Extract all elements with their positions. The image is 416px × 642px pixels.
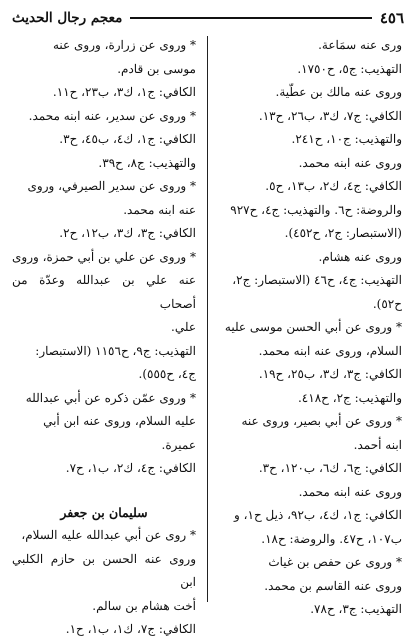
text-line: عليه السلام، وروى عنه ابن أبي [43, 414, 196, 428]
page-number: ٤٥٦ [379, 9, 404, 27]
text-line: وروى عنه القاسم بن محمد. [264, 578, 402, 593]
text-line: وروى عنه مالك بن عطّية. [275, 85, 402, 99]
text-line: وروى عنه ابنه محمد. [298, 155, 402, 170]
text-line: التهذيب: ج٣، ح٧٨. [310, 602, 402, 616]
header-rule [130, 17, 372, 19]
text-line: موسى بن قادم. [117, 61, 196, 76]
text-line: والتهذيب: ج٢، ح٤١٨. [297, 390, 402, 405]
text-line: * وروى عن علي بن أبي حمزة، وروى [12, 249, 196, 264]
text-line: * روى عن أبي عبدالله عليه السلام، [21, 528, 196, 542]
text-line: السلام، وروى عنه ابنه محمد. [258, 343, 402, 358]
text-line: والتهذيب: ج٨، ح٣٩. [98, 155, 196, 170]
text-line: عنه علي بن عبدالله وعدّة من أصحاب [12, 273, 196, 311]
entry-spacer [12, 481, 196, 501]
text-line: الكافي: ج٣، ك٣، ب٢٥، ح١٩. [258, 367, 402, 381]
text-line: الكافي: ج٧، ك١، ب١، ح١. [65, 622, 196, 636]
text-line: عميرة. [161, 437, 196, 452]
text-line: * وروى عن زرارة، وروى عنه [52, 38, 196, 52]
right-column [218, 34, 402, 616]
text-line: الكافي: ج١، ك٤، ب٩٢، ذيل ح١، و [234, 508, 402, 522]
text-line: ابنه أحمد. [353, 437, 402, 452]
text-line: ب١٠٧، ح٤٧. والروضة: ح١٨. [261, 531, 402, 546]
text-line: * وروى عمّن ذكره عن أبي عبدالله [25, 390, 196, 405]
text-line: التهذيب: ج٥، ح١٧٥٠. [297, 61, 402, 76]
text-line: ح٥٢). [372, 296, 402, 311]
text-line: عنه ابنه محمد. [123, 202, 196, 217]
text-line: الكافي: ج١، ك٣، ب٢٣، ح١١. [52, 85, 196, 99]
text-line: ورى عنه سمَاعة. [318, 38, 402, 52]
text-line: علي. [171, 320, 196, 334]
text-line: والروضة: ح٦. والتهذيب: ج٤، ح٩٢٧ [230, 202, 402, 217]
text-line: التهذيب: ج٤، ح٤٦ (الاستبصار: ج٢، [232, 273, 402, 287]
text-line: أخت هشام بن سالم. [92, 598, 196, 613]
text-line: وروى عنه هشام. [318, 249, 402, 264]
text-line: * وروى عن سدير الصيرفي، وروى [27, 179, 196, 193]
text-line: * وروى عن أبي الحسن موسى عليه [224, 320, 402, 334]
text-line: الكافي: ج٤، ك٢، ب١، ح٧. [65, 461, 196, 475]
text-line: * وروى عن حفص بن غياث [268, 555, 402, 569]
text-line: الكافي: ج٦، ك٦، ب١٢٠، ح٣. [258, 461, 402, 475]
page-header [12, 5, 404, 31]
text-line: * وروى عن أبي بصير، وروى عنه [241, 414, 402, 428]
text-line: (الاستبصار: ج٢، ح٤٥٢). [284, 226, 402, 240]
text-line: الكافي: ج٣، ك٣، ب١٢، ح٢. [59, 226, 196, 240]
column-divider [207, 36, 208, 602]
text-line: الكافي: ج٤، ك٢، ب١٣، ح٥. [265, 179, 402, 193]
entry-title: سليمان بن جعفر [60, 504, 148, 520]
text-line: وروى عنه ابنه محمد. [298, 484, 402, 499]
text-line: والتهذيب: ج١٠، ح٢٤١. [291, 132, 402, 146]
text-line: الكافي: ج١، ك٤، ب٤٥، ح٣. [59, 132, 196, 146]
text-line: الكافي: ج٧، ك٣، ب٢٦، ح١٣. [258, 108, 402, 123]
text-line: * وروى عن سدير، عنه ابنه محمد. [28, 108, 196, 123]
text-line: وروى عنه الحسن بن حازم الكلبي ابن [12, 551, 196, 589]
running-title: معجم رجال الحديث [12, 10, 123, 26]
text-line: التهذيب: ج٩، ح١١٥٦ (الاستبصار: [35, 343, 196, 358]
left-column [12, 34, 196, 636]
text-line: ج٤، ح٥٥٥). [138, 367, 196, 381]
